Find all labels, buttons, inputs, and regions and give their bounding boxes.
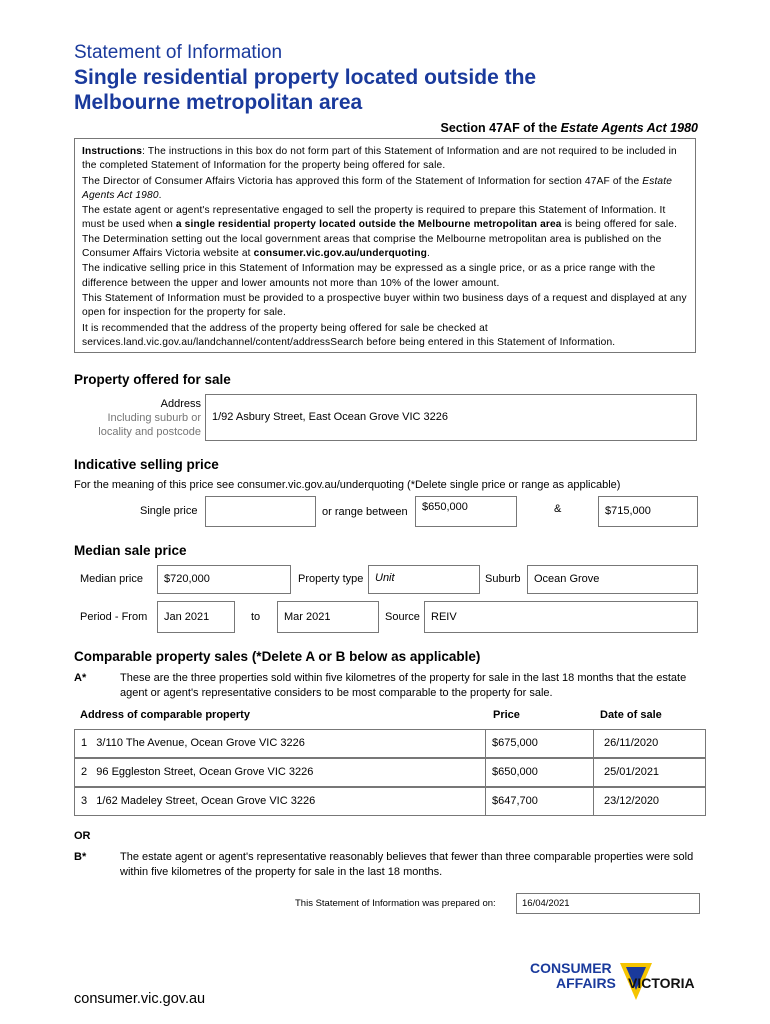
range-low-field[interactable]: $650,000 [415, 496, 517, 527]
period-to-label: to [251, 611, 261, 623]
suburb-label: Suburb [485, 573, 521, 585]
row-address: 1/62 Madeley Street, Ocean Grove VIC 3226 [96, 795, 316, 807]
logo-line1: CONSUMER [530, 960, 612, 976]
property-heading: Property offered for sale [74, 372, 231, 387]
section-reference [441, 121, 698, 135]
instructions-p6: It is recommended that the address of the property being offered for sale be checked at services.land.vic.gov.au/landchannel/content/addressSearch before being entered in this Statement of Information. [82, 322, 616, 348]
section-act: Estate Agents Act 1980 [560, 121, 698, 135]
instructions-p3-end: . [426, 248, 430, 260]
option-b-label: B* [74, 851, 87, 863]
instructions-p3 [82, 204, 688, 261]
footer-url[interactable]: consumer.vic.gov.au [74, 991, 206, 1007]
section-prefix: Section 47AF of the [440, 121, 561, 135]
table-row [74, 787, 706, 816]
comparable-price-cell[interactable]: $650,000 [485, 759, 593, 786]
comparable-address-cell[interactable] [75, 730, 485, 757]
indicative-meaning: For the meaning of this price see consumer.vic.gov.au/underquoting (*Delete single price or range as applicable) [74, 479, 621, 491]
instructions-p3-url: consumer.vic.gov.au/underquoting [253, 248, 427, 260]
prepared-label: This Statement of Information was prepared on: [295, 898, 496, 909]
comparable-heading: Comparable property sales (*Delete A or B below as applicable) [74, 649, 481, 664]
row-number: 3 [81, 795, 88, 807]
median-price-field[interactable]: $720,000 [157, 565, 291, 594]
instructions-label: Instructions [82, 146, 143, 157]
instructions-p3-bold: a single residential property located outside the Melbourne metropolitan area [175, 219, 562, 231]
median-price-label: Median price [80, 573, 143, 585]
instructions-p3-text2: is being offered for sale. The Determination setting out the local government areas that comprise the Melbourne metropolitan area is published on the Consumer Affairs Victoria website at [82, 219, 678, 260]
page-title-line1: Single residential property located outside the [74, 66, 537, 89]
period-from-label: Period - From [80, 611, 148, 623]
comparable-price-cell[interactable]: $675,000 [485, 730, 593, 757]
table-row [74, 729, 706, 758]
instructions-p2-end: . [158, 189, 162, 201]
comparable-date-cell[interactable]: 25/01/2021 [593, 759, 707, 786]
range-label: or range between [322, 506, 408, 518]
col-address-header: Address of comparable property [80, 709, 250, 721]
option-a-text: These are the three properties sold within five kilometres of the property for sale in the last 18 months that the estate agent or agent's representative considers to be most comparable to the property for sale. [120, 672, 687, 699]
range-ampersand: & [554, 503, 562, 515]
instructions-p2-act: Estate Agents Act 1980 [82, 175, 673, 201]
property-type-label: Property type [298, 573, 364, 585]
option-b-text: The estate agent or agent's representative reasonably believes that fewer than three comparable properties were sold within five kilometres of the property for sale in the last 18 months. [120, 851, 694, 878]
comparable-address-cell[interactable] [75, 759, 485, 786]
period-to-field[interactable]: Mar 2021 [277, 601, 379, 633]
comparable-date-cell[interactable]: 23/12/2020 [593, 788, 707, 815]
instructions-p5: This Statement of Information must be provided to a prospective buyer within two business days of a request and displayed at any open for inspection for the property for sale. [82, 292, 687, 319]
comparable-date-cell[interactable]: 26/11/2020 [593, 730, 707, 757]
range-high-field[interactable]: $715,000 [598, 496, 698, 527]
row-address: 3/110 The Avenue, Ocean Grove VIC 3226 [96, 737, 305, 749]
page-title [74, 65, 694, 115]
col-date-header: Date of sale [600, 709, 662, 721]
period-from-field[interactable]: Jan 2021 [157, 601, 235, 633]
address-label-group [98, 397, 201, 439]
instructions-p2 [82, 175, 688, 204]
address-sublabel-1: Including suburb or [107, 412, 201, 424]
single-price-field[interactable] [205, 496, 316, 527]
option-a-label: A* [74, 672, 87, 684]
table-row [74, 758, 706, 787]
instructions-p1 [82, 145, 688, 174]
instructions-box [74, 138, 696, 353]
suburb-field[interactable]: Ocean Grove [527, 565, 698, 594]
row-address: 96 Eggleston Street, Ocean Grove VIC 3226 [96, 766, 314, 778]
source-label: Source [385, 611, 420, 623]
property-type-field[interactable]: Unit [368, 565, 480, 594]
page-title-line2: Melbourne metropolitan area [74, 91, 363, 114]
prepared-date-field[interactable]: 16/04/2021 [516, 893, 700, 914]
logo-victoria: VICTORIA [628, 975, 695, 991]
comparable-address-cell[interactable] [75, 788, 485, 815]
instructions-p3-text: The estate agent or agent's representative engaged to sell the property is required to prepare this Statement of Information. It must be used when [82, 205, 666, 231]
indicative-heading: Indicative selling price [74, 457, 219, 472]
median-heading: Median sale price [74, 543, 187, 558]
instructions-p1-text: : The instructions in this box do not form part of this Statement of Information and are not required to be included in the completed Statement of Information for the property being offered for sale. [82, 146, 677, 172]
comparable-price-cell[interactable]: $647,700 [485, 788, 593, 815]
logo-graphic [530, 958, 705, 1008]
address-field[interactable]: 1/92 Asbury Street, East Ocean Grove VIC 3226 [205, 394, 697, 441]
address-label: Address [160, 398, 201, 410]
statement-title: Statement of Information [74, 42, 283, 63]
row-number: 2 [81, 766, 88, 778]
single-price-label: Single price [140, 505, 198, 517]
instructions-p4: The indicative selling price in this Statement of Information may be expressed as a single price, or as a price range with the difference between the upper and lower amounts not more than 10% of the lower amount. [82, 263, 656, 289]
address-sublabel-2: locality and postcode [98, 426, 201, 438]
logo-line2: AFFAIRS [556, 975, 616, 991]
consumer-affairs-victoria-logo [530, 958, 705, 1008]
or-label: OR [74, 830, 91, 842]
row-number: 1 [81, 737, 88, 749]
instructions-p2-text: The Director of Consumer Affairs Victoria has approved this form of the Statement of Information for section 47AF of the [82, 175, 643, 187]
source-field[interactable]: REIV [424, 601, 698, 633]
col-price-header: Price [493, 709, 520, 721]
